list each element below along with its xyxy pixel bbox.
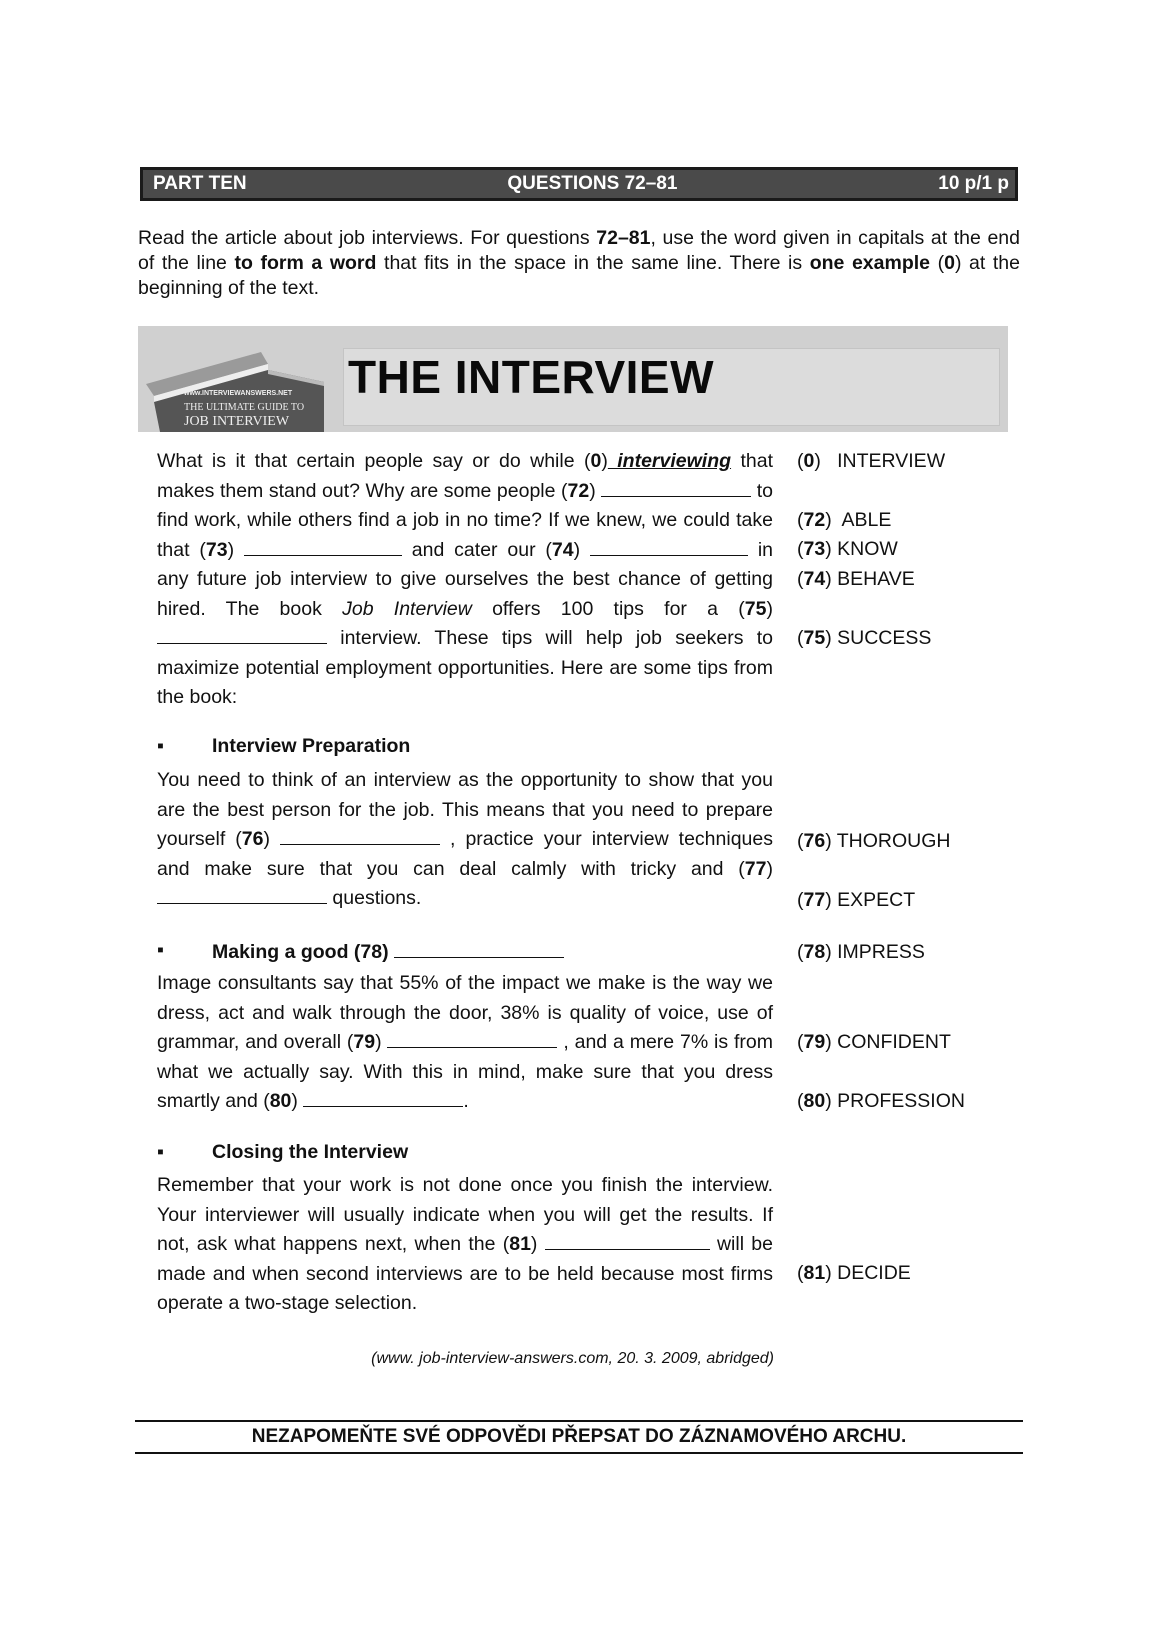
text: ) xyxy=(382,941,389,963)
text: . xyxy=(463,1090,469,1112)
word-number: 79 xyxy=(803,1031,826,1053)
word-number: 76 xyxy=(803,830,826,852)
heading-text: Interview Preparation xyxy=(212,735,411,757)
gap-74-blank[interactable] xyxy=(590,537,748,556)
gap-77-blank[interactable] xyxy=(157,885,327,904)
word-75: (75) SUCCESS xyxy=(797,627,932,649)
word-number: 80 xyxy=(803,1090,826,1112)
word-number: 77 xyxy=(803,889,826,911)
word-text: BEHAVE xyxy=(837,568,915,590)
word-76: (76) THOROUGH xyxy=(797,830,951,852)
word-text: EXPECT xyxy=(837,889,916,911)
instr-text: , use the word given in capitals at the end of the line xyxy=(138,227,1020,274)
bullet-icon: ▪ xyxy=(157,735,164,757)
instr-bold: to form a word xyxy=(234,252,377,274)
word-number: 75 xyxy=(803,627,826,649)
word-number: 78 xyxy=(803,941,826,963)
word-73: (73) KNOW xyxy=(797,538,898,560)
word-text: CONFIDENT xyxy=(837,1031,951,1053)
gap-number: 74 xyxy=(551,538,574,561)
word-72: (72) ABLE xyxy=(797,509,892,531)
gap-81-blank[interactable] xyxy=(545,1231,710,1250)
text: ) xyxy=(263,828,281,850)
text: to find work, while others find a job in no time? If we knew, we could take that ( xyxy=(157,479,773,561)
gap-76-blank[interactable] xyxy=(280,826,440,845)
word-text: PROFESSION xyxy=(837,1090,965,1112)
word-0: (0) INTERVIEW xyxy=(797,450,946,472)
article-title: THE INTERVIEW xyxy=(348,351,715,403)
book-cover-image xyxy=(146,344,326,432)
instr-text: ) at the beginning of the text. xyxy=(138,252,1020,299)
instr-text: ( xyxy=(930,252,945,274)
source-citation: (www. job-interview-answers.com, 20. 3. 2009, abridged) xyxy=(371,1350,774,1367)
gap-number: 76 xyxy=(241,828,264,850)
impression-paragraph xyxy=(157,969,773,1117)
word-77: (77) EXPECT xyxy=(797,889,916,911)
gap-number: 80 xyxy=(269,1090,292,1112)
points-label: 10 p/1 p xyxy=(938,173,1009,194)
word-text: SUCCESS xyxy=(837,627,932,649)
heading-text: Closing the Interview xyxy=(212,1141,409,1163)
gap-78-blank[interactable] xyxy=(394,939,564,958)
gap-79-blank[interactable] xyxy=(387,1029,557,1048)
article-banner xyxy=(138,326,1008,432)
footer-reminder: NEZAPOMEŇTE SVÉ ODPOVĚDI PŘEPSAT DO ZÁZNAMOVÉHO ARCHU. xyxy=(135,1420,1023,1454)
text: in any future job interview to give ourselves the best chance of getting hired. The book xyxy=(157,538,773,620)
text: questions. xyxy=(327,887,422,909)
word-text: DECIDE xyxy=(837,1262,911,1284)
word-text: THOROUGH xyxy=(836,830,951,852)
text: Remember that your work is not done once you finish the interview. Your interviewer will usually indicate when you will get the results. If not, ask what happens next, when the ( xyxy=(157,1174,773,1255)
text: ) xyxy=(766,597,773,620)
word-number: 73 xyxy=(803,538,826,560)
book-url: www.INTERVIEWANSWERS.NET xyxy=(184,390,293,397)
instr-text: Read the article about job interviews. For questions xyxy=(138,227,597,249)
word-81: (81) DECIDE xyxy=(797,1262,911,1284)
instr-bold: 72–81 xyxy=(596,227,651,249)
text: interview. These tips will help job seekers to maximize potential employment opportunities. Here are some tips from the book: xyxy=(157,627,773,708)
word-text: INTERVIEW xyxy=(837,450,946,472)
word-number: 72 xyxy=(803,509,826,531)
text: , and a mere 7% is from what we actually say. With this in mind, make sure that you dress smartly and ( xyxy=(157,1031,773,1112)
gap-number: 81 xyxy=(509,1233,531,1255)
word-79: (79) CONFIDENT xyxy=(797,1031,951,1053)
intro-paragraph: What is it that certain people say or do while (0) interviewing that makes them stand out? Why are some people (72) to find work, while others find a job in no time? If we knew, we could take that (73) and cater our (74) in any future job interview to give ourselves the best chance of getting hired. The book Job Interview offers 100 tips for a (75) interview. These tips will help job seekers to maximize potential employment opportunities. Here are some tips from the book: xyxy=(157,450,773,708)
word-number: 81 xyxy=(803,1262,826,1284)
word-78: (78) IMPRESS xyxy=(797,941,925,963)
text: ) xyxy=(589,479,602,502)
gap-number: 75 xyxy=(744,597,767,620)
gap-75-blank[interactable] xyxy=(157,625,327,644)
gap-number: 78 xyxy=(360,941,383,963)
text: and cater our ( xyxy=(401,538,552,561)
text: that makes them stand out? Why are some people ( xyxy=(157,450,773,502)
closing-paragraph xyxy=(157,1171,773,1319)
word-number: 0 xyxy=(803,450,815,472)
word-text: ABLE xyxy=(841,509,892,531)
instr-bold: one example xyxy=(809,252,930,274)
word-number: 74 xyxy=(803,568,826,590)
instructions xyxy=(138,226,1020,301)
text: ) xyxy=(227,538,244,561)
text: ) xyxy=(375,1031,388,1053)
text: , practice your interview techniques and make sure that you can deal calmly with tricky and ( xyxy=(157,828,773,880)
text: offers 100 tips for a ( xyxy=(471,597,745,620)
part-label: PART TEN xyxy=(153,173,247,194)
text: Image consultants say that 55% of the impact we make is the way we dress, act and walk through the door, 38% is quality of voice, use of grammar, and overall ( xyxy=(157,972,773,1053)
instr-text: that fits in the space in the same line. There is xyxy=(376,252,810,274)
book-line1: THE ULTIMATE GUIDE TO xyxy=(184,402,305,413)
text: Making a good ( xyxy=(212,941,361,963)
word-text: KNOW xyxy=(837,538,898,560)
book-line2: JOB INTERVIEW xyxy=(184,414,290,429)
gap-number: 72 xyxy=(567,479,590,502)
gap-number: 73 xyxy=(205,538,228,561)
gap-80-blank[interactable] xyxy=(303,1088,463,1107)
text: ) xyxy=(573,538,590,561)
text: will be made and when second interviews are to be held because most firms operate a two-stage selection. xyxy=(157,1233,773,1314)
book-title: Job Interview xyxy=(342,597,472,620)
gap-73-blank[interactable] xyxy=(244,537,402,556)
example-answer: interviewing xyxy=(607,450,732,472)
gap-number: 79 xyxy=(353,1031,376,1053)
preparation-paragraph xyxy=(157,766,773,914)
text: What is it that certain people say or do while ( xyxy=(157,450,591,472)
gap-number: 0 xyxy=(590,450,602,472)
bullet-icon: ▪ xyxy=(157,1141,164,1163)
text: ) xyxy=(291,1090,304,1112)
part-header-bar xyxy=(140,167,1018,201)
word-text: IMPRESS xyxy=(837,941,925,963)
instr-bold: 0 xyxy=(944,252,955,274)
gap-72-blank[interactable] xyxy=(601,478,751,497)
text: ) xyxy=(766,857,773,880)
heading-text xyxy=(212,939,564,964)
gap-number: 77 xyxy=(744,857,767,880)
text: You need to think of an interview as the opportunity to show that you are the best person for the job. This means that you need to prepare yourself ( xyxy=(157,769,773,850)
questions-label: QUESTIONS 72–81 xyxy=(507,173,678,194)
text: ) xyxy=(530,1233,545,1255)
bullet-icon: ▪ xyxy=(157,939,164,961)
word-80: (80) PROFESSION xyxy=(797,1090,965,1112)
word-74: (74) BEHAVE xyxy=(797,568,915,590)
